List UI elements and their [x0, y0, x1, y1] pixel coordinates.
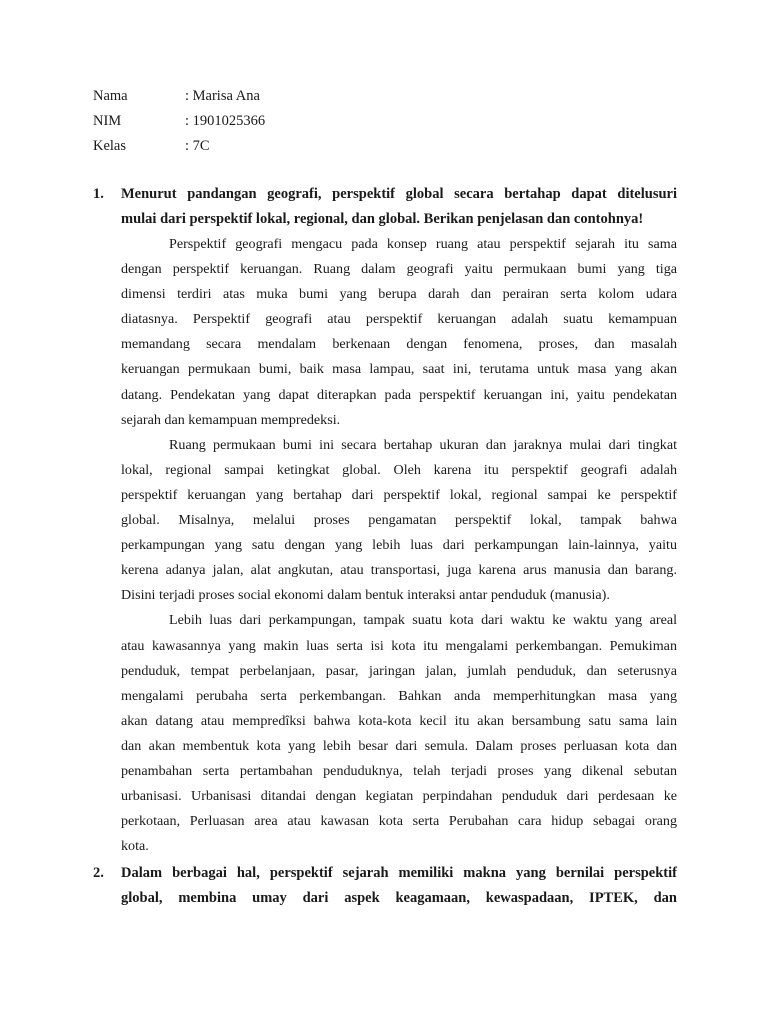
identity-label: Nama	[93, 88, 128, 104]
question-heading	[93, 861, 677, 911]
student-identity	[93, 86, 493, 161]
question-line: Menurut pandangan geografi, perspektif global secara bertahap dapat ditelusuri	[121, 186, 677, 202]
paragraph-line: Disini terjadi proses social ekonomi dalam bentuk interaksi antar penduduk (manusia).	[121, 587, 610, 604]
paragraph-line: lokal, regional sampai ketingkat global. Oleh karena itu perspektif geografi adalah	[121, 461, 677, 478]
paragraph-line: akan datang atau mempredîksi bahwa kota-kota kecil itu akan bersambung satu sama lain	[121, 712, 677, 729]
answer-body	[121, 232, 677, 859]
paragraph-line: dan akan membentuk kota yang lebih besar dari semula. Dalam proses perluasan kota dan	[121, 737, 677, 754]
identity-label: NIM	[93, 113, 122, 129]
paragraph-line: dengan perspektif keruangan. Ruang dalam geografi yaitu permukaan bumi yang tiga	[121, 261, 677, 278]
identity-label: Kelas	[93, 138, 127, 154]
paragraph-line: diatasnya. Perspektif geografi atau perspektif keruangan adalah suatu kemampuan	[121, 311, 677, 328]
identity-value: : 7C	[185, 138, 210, 154]
question-text	[121, 182, 677, 232]
paragraph-line: global. Misalnya, melalui proses pengamatan perspektif lokal, tampak bahwa	[121, 512, 677, 529]
identity-value: : 1901025366	[185, 113, 266, 129]
identity-row-class	[93, 136, 493, 161]
identity-value: : Marisa Ana	[185, 88, 260, 104]
paragraph-line: Ruang permukaan bumi ini secara bertahap ukuran dan jaraknya mulai dari tingkat	[169, 436, 677, 453]
paragraph-line: Perspektif geografi mengacu pada konsep ruang atau perspektif sejarah itu sama	[169, 236, 677, 252]
question-line: Dalam berbagai hal, perspektif sejarah memiliki makna yang bernilai perspektif	[121, 865, 677, 881]
identity-row-name	[93, 86, 493, 111]
paragraph-line: mengalami perubaha serta perkembangan. Bahkan anda memperhitungkan masa yang	[121, 687, 677, 704]
question-2	[93, 861, 677, 911]
paragraph-line: penduduk, tempat perbelanjaan, pasar, jaringan jalan, jumlah penduduk, dan seterusnya	[121, 662, 677, 679]
question-number: 2.	[93, 865, 104, 881]
paragraph-line: sejarah dan kemampuan mempredeksi.	[121, 411, 341, 428]
paragraph-line: datang. Pendekatan yang dapat diterapkan pada perspektif keruangan ini, yaitu pendekatan	[121, 386, 677, 403]
paragraph-line: perspektif keruangan yang bertahap dari perspektif lokal, regional sampai ke perspektif	[121, 486, 677, 503]
paragraph-line: urbanisasi. Urbanisasi ditandai dengan kegiatan perpindahan penduduk dari perdesaan ke	[121, 788, 677, 805]
question-heading	[93, 182, 677, 232]
paragraph	[121, 433, 677, 609]
question-text	[121, 861, 677, 911]
question-1	[93, 182, 677, 859]
paragraph	[121, 232, 677, 433]
paragraph-line: kerena adanya jalan, alat angkutan, atau transportasi, juga karena arus manusia dan barang.	[121, 562, 677, 579]
question-line: global, membina umay dari aspek keagamaan, kewaspadaan, IPTEK, dan	[121, 890, 677, 906]
question-line: mulai dari perspektif lokal, regional, dan global. Berikan penjelasan dan contohnya!	[121, 211, 644, 227]
question-number: 1.	[93, 186, 104, 202]
paragraph-line: Lebih luas dari perkampungan, tampak suatu kota dari waktu ke waktu yang areal	[169, 612, 677, 629]
paragraph-line: memandang secara mendalam berkenaan dengan fenomena, proses, dan masalah	[121, 336, 677, 353]
paragraph-line: kota.	[121, 838, 149, 855]
paragraph-line: keruangan permukaan bumi, baik masa lampau, saat ini, terutama untuk masa yang akan	[121, 361, 677, 378]
identity-row-nim	[93, 111, 493, 136]
paragraph	[121, 608, 677, 859]
paragraph-line: perkotaan, Perluasan area atau kawasan kota serta Perubahan cara hidup sebagai orang	[121, 813, 677, 830]
paragraph-line: dimensi terdiri atas muka bumi yang berupa darah dan perairan serta kolom udara	[121, 286, 677, 303]
paragraph-line: atau kawasannya yang makin luas serta isi kota itu mengalami perkembangan. Pemukiman	[121, 637, 677, 654]
paragraph-line: penambahan serta pertambahan penduduknya, telah terjadi proses yang dikenal sebutan	[121, 762, 677, 779]
paragraph-line: perkampungan yang satu dengan yang lebih luas dari perkampungan lain-lainnya, yaitu	[121, 537, 677, 554]
